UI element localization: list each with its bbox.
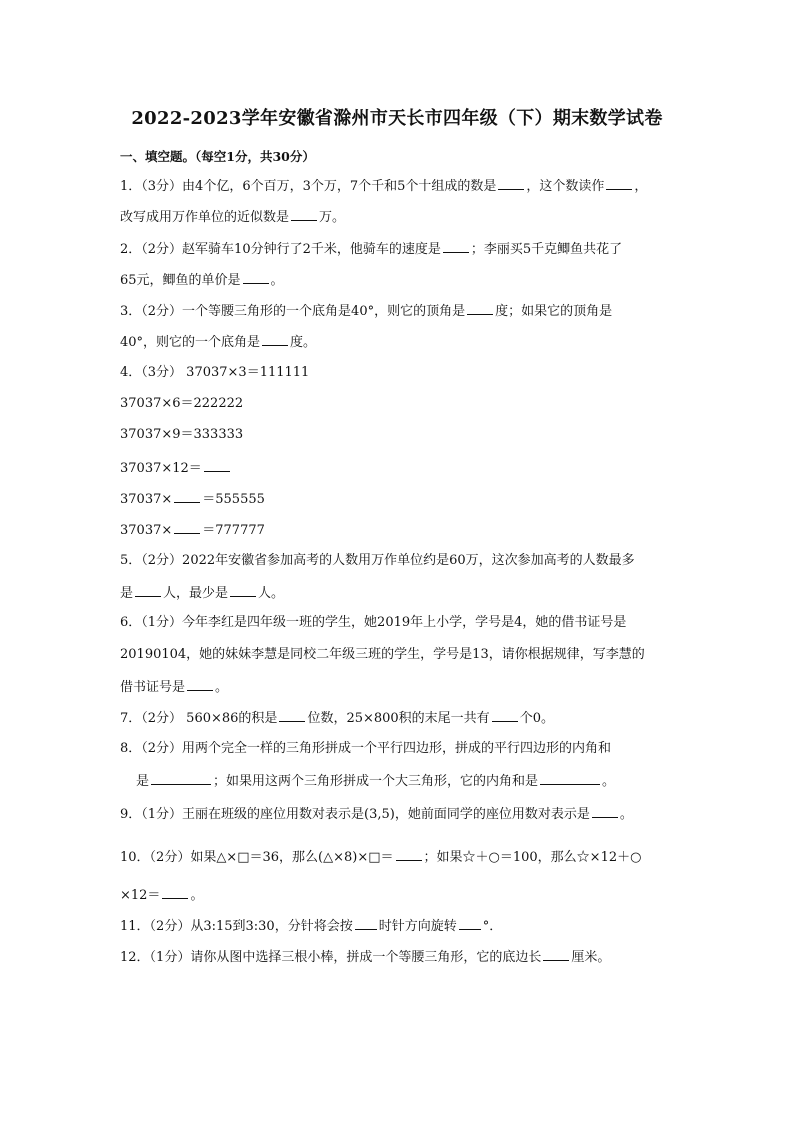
section-heading: 一、填空题。（每空1分，共30分） <box>120 149 315 164</box>
question-6-line-3: 借书证号是 。 <box>120 680 229 695</box>
answer-blank[interactable] <box>459 917 481 930</box>
answer-blank[interactable] <box>467 302 493 315</box>
answer-blank[interactable] <box>174 490 200 503</box>
question-4-line-5: 37037× ＝555555 <box>120 492 265 507</box>
answer-blank[interactable] <box>592 805 618 818</box>
question-5-line-2: 是 人，最少是 人。 <box>120 586 285 601</box>
answer-blank[interactable] <box>355 917 377 930</box>
answer-blank[interactable] <box>396 848 422 861</box>
question-10-line-1: 10．（2分）如果△×□＝36，那么(△×8)×□＝ ；如果☆＋○＝100，那么☆×12＋○ <box>120 850 642 865</box>
answer-blank[interactable] <box>443 240 469 253</box>
answer-blank[interactable] <box>262 333 288 346</box>
question-4-line-4: 37037×12＝ <box>120 459 232 477</box>
answer-blank[interactable] <box>543 948 569 961</box>
question-11-line-1: 11．（2分）从3:15到3:30，分针将会按 时针方向旋转 °． <box>120 919 503 934</box>
question-4-line-6: 37037× ＝777777 <box>120 523 265 538</box>
answer-blank[interactable] <box>606 177 632 190</box>
answer-blank[interactable] <box>492 709 518 722</box>
question-6-line-1: 6．（1分）今年李红是四年级一班的学生，她2019年上小学，学号是4，她的借书证号是 <box>120 615 627 630</box>
question-5-line-1: 5．（2分）2022年安徽省参加高考的人数用万作单位约是60万，这次参加高考的人数最多 <box>120 553 635 568</box>
question-2-line-1: 2．（2分）赵军骑车10分钟行了2千米，他骑车的速度是 ；李丽买5千克鲫鱼共花了 <box>120 242 623 257</box>
question-4-line-3: 37037×9＝333333 <box>120 427 244 442</box>
question-8-line-1: 8．（2分）用两个完全一样的三角形拼成一个平行四边形，拼成的平行四边形的内角和 <box>120 741 612 756</box>
question-1-line-2: 改写成用万作单位的近似数是 万。 <box>120 210 346 225</box>
answer-blank[interactable] <box>187 678 213 691</box>
question-3-line-1: 3．（2分）一个等腰三角形的一个底角是40°，则它的顶角是 度；如果它的顶角是 <box>120 304 613 319</box>
question-10-line-2: ×12＝ 。 <box>120 888 204 903</box>
answer-blank[interactable] <box>243 271 269 284</box>
answer-blank[interactable] <box>230 584 256 597</box>
question-9-line-1: 9．（1分）王丽在班级的座位用数对表示是(3,5)，她前面同学的座位用数对表示是 。 <box>120 807 633 822</box>
answer-blank[interactable] <box>204 459 230 472</box>
question-3-line-2: 40°，则它的一个底角是 度。 <box>120 335 317 350</box>
answer-blank[interactable] <box>162 886 188 899</box>
answer-blank[interactable] <box>291 208 317 221</box>
answer-blank[interactable] <box>279 709 305 722</box>
question-6-line-2: 20190104，她的妹妹李慧是同校二年级三班的学生，学号是13，请你根据规律，写李慧的 <box>120 647 645 662</box>
question-1-line-1: 1．（3分）由4个亿，6个百万，3个万，7个千和5个十组成的数是 ，这个数读作 ， <box>120 179 648 194</box>
question-8-line-2: 是 ；如果用这两个三角形拼成一个大三角形，它的内角和是 。 <box>136 774 616 789</box>
answer-blank[interactable] <box>498 177 524 190</box>
question-12-line-1: 12．（1分）请你从图中选择三根小棒，拼成一个等腰三角形，它的底边长 厘米。 <box>120 950 611 965</box>
answer-blank[interactable] <box>174 521 200 534</box>
answer-blank[interactable] <box>540 772 600 785</box>
answer-blank[interactable] <box>151 772 211 785</box>
question-7-line-1: 7．（2分） 560×86的积是 位数，25×800积的末尾一共有 个0。 <box>120 711 554 726</box>
question-4-line-1: 4．（3分） 37037×3＝111111 <box>120 365 310 380</box>
page-title: 2022-2023学年安徽省滁州市天长市四年级（下）期末数学试卷 <box>131 108 663 129</box>
question-2-line-2: 65元，鲫鱼的单价是 。 <box>120 273 284 288</box>
question-4-line-2: 37037×6＝222222 <box>120 396 244 411</box>
answer-blank[interactable] <box>135 584 161 597</box>
